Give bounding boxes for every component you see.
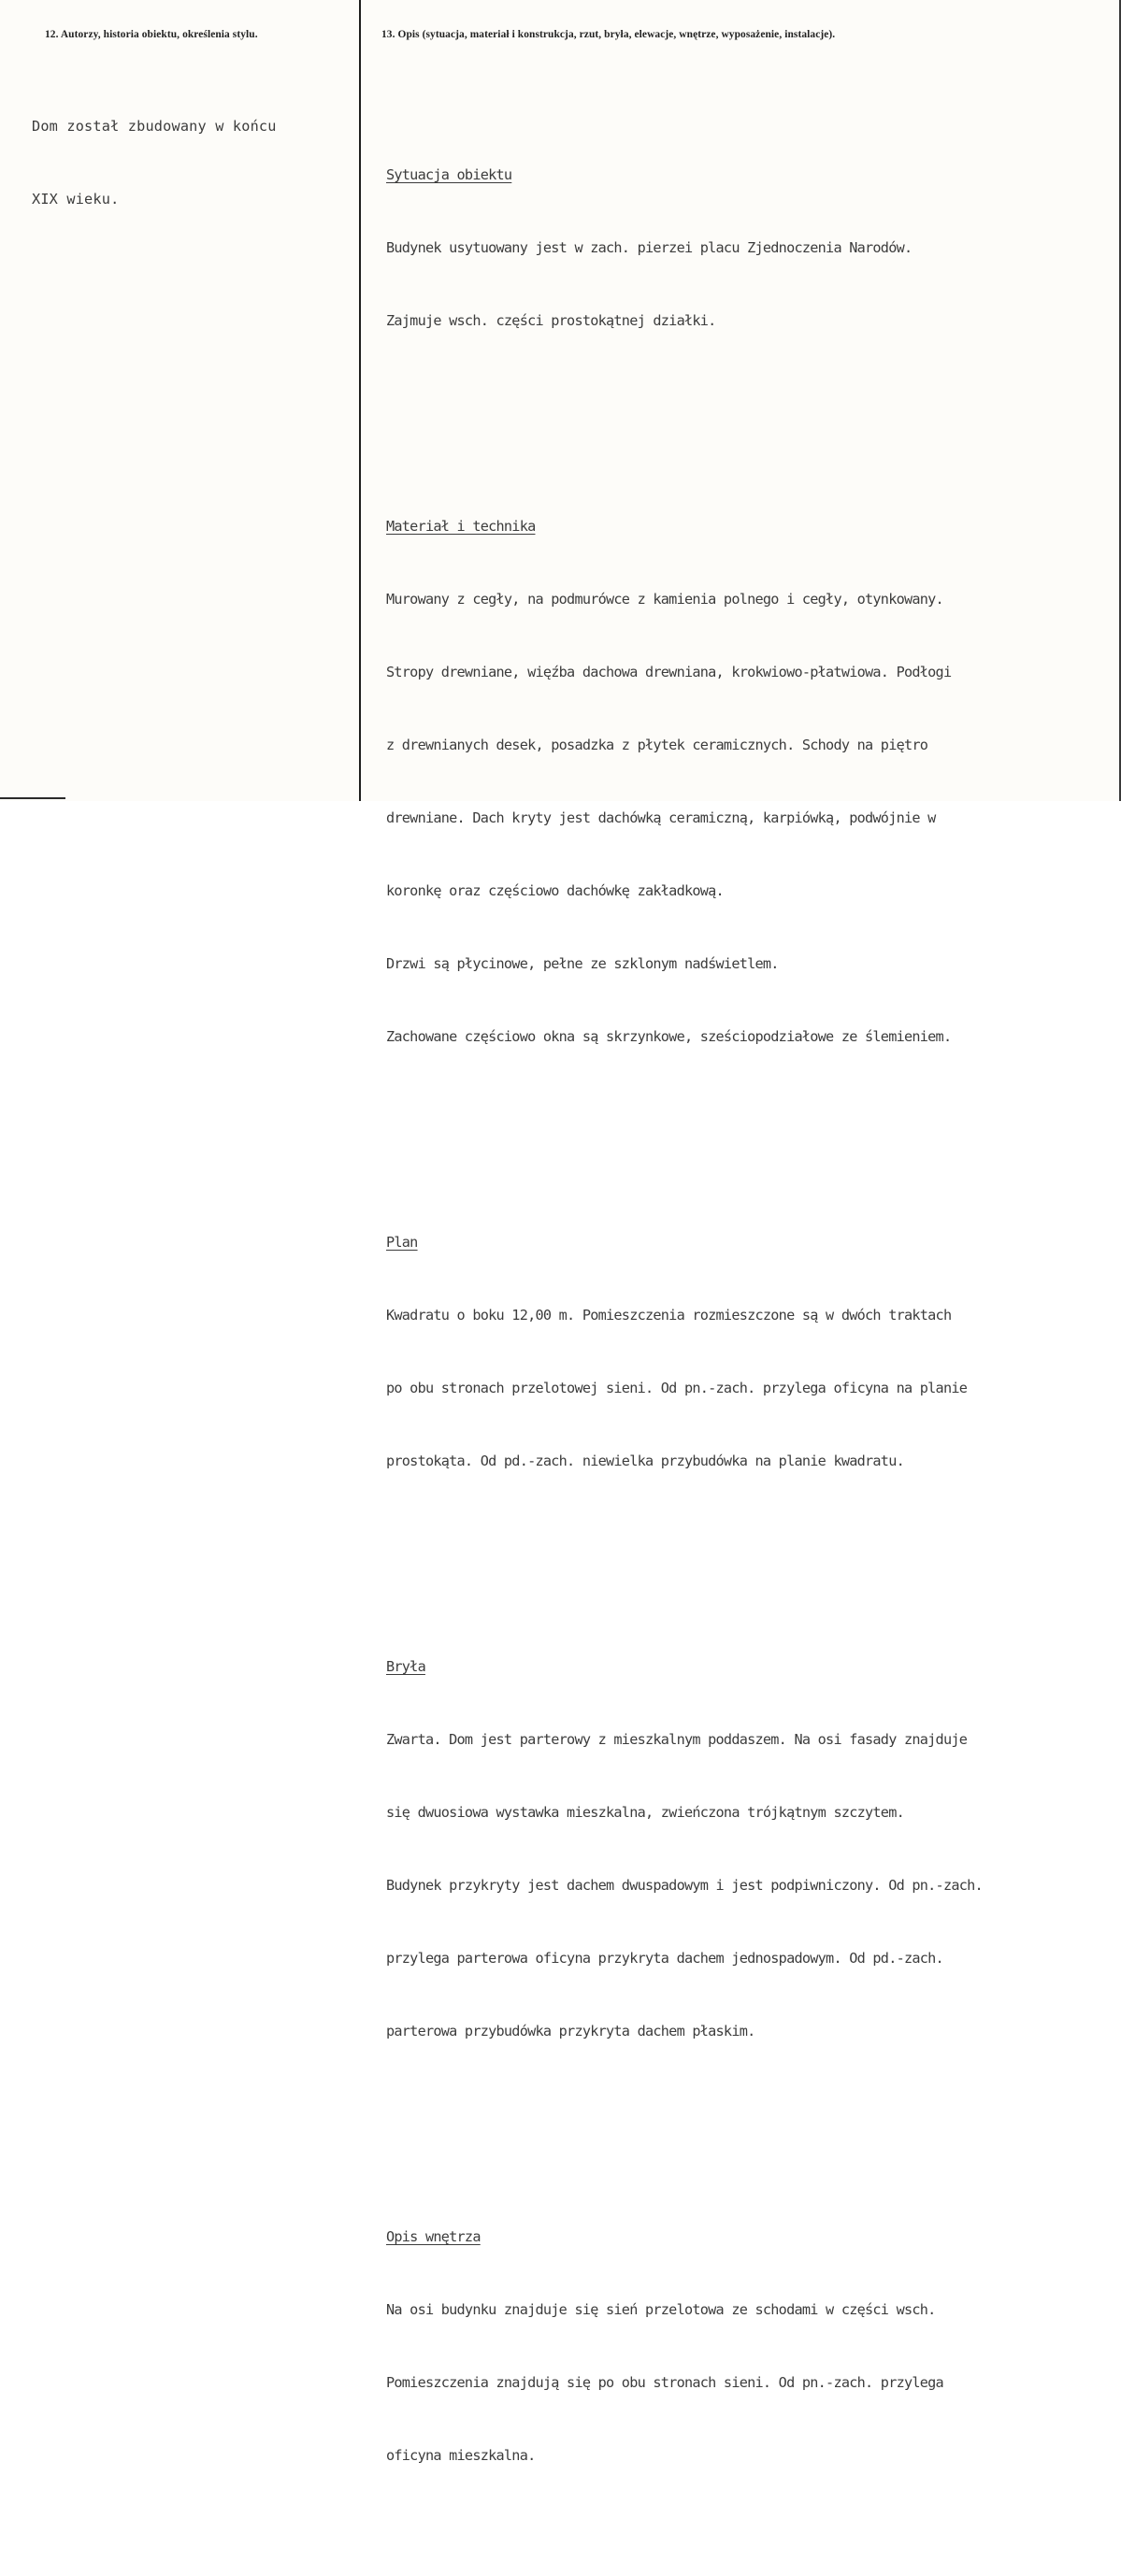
section-interior bbox=[386, 2176, 983, 2516]
section-title: Materiał i technika bbox=[386, 518, 536, 535]
text-line: Drzwi są płycinowe, pełne ze szklonym nadświetlem. bbox=[386, 955, 779, 972]
text-line: koronkę oraz częściowo dachówkę zakładkową. bbox=[386, 882, 724, 899]
text-line: Stropy drewniane, więźba dachowa drewniana, krokwiowo-płatwiowa. Podłogi bbox=[386, 664, 952, 680]
text-line: Na osi budynku znajduje się sień przelotowa ze schodami w części wsch. bbox=[386, 2301, 936, 2318]
text-line: Zachowane częściowo okna są skrzynkowe, sześciopodziałowe ze ślemieniem. bbox=[386, 1028, 952, 1045]
section-material bbox=[386, 465, 983, 1097]
text-line: oficyna mieszkalna. bbox=[386, 2447, 536, 2464]
section-title: Bryła bbox=[386, 1658, 425, 1675]
text-line: Dom został zbudowany w końcu bbox=[32, 118, 277, 135]
text-line: się dwuosiowa wystawka mieszkalna, zwieńczona trójkątnym szczytem. bbox=[386, 1804, 904, 1821]
text-line: Kwadratu o boku 12,00 m. Pomieszczenia rozmieszczone są w dwóch traktach bbox=[386, 1307, 952, 1324]
description-text bbox=[386, 65, 983, 2576]
text-line: Zwarta. Dom jest parterowy z mieszkalnym poddaszem. Na osi fasady znajduje bbox=[386, 1731, 968, 1748]
bottom-rule bbox=[0, 797, 65, 799]
text-line: z drewnianych desek, posadzka z płytek ceramicznych. Schody na piętro bbox=[386, 737, 928, 753]
text-line: przylega parterowa oficyna przykryta dachem jednospadowym. Od pd.-zach. bbox=[386, 1950, 943, 1967]
text-line: Budynek usytuowany jest w zach. pierzei placu Zjednoczenia Narodów. bbox=[386, 239, 913, 256]
section-situation bbox=[386, 114, 983, 381]
text-line: parterowa przybudówka przykryta dachem płaskim. bbox=[386, 2023, 755, 2039]
heading-authors-history: 12. Autorzy, historia obiektu, określenia stylu. bbox=[45, 29, 258, 40]
text-line: drewniane. Dach kryty jest dachówką ceramiczną, karpiówką, podwójnie w bbox=[386, 809, 936, 826]
text-line: Murowany z cegły, na podmurówce z kamienia polnego i cegły, otynkowany. bbox=[386, 591, 943, 608]
text-line: Pomieszczenia znajdują się po obu stronach sieni. Od pn.-zach. przylega bbox=[386, 2374, 943, 2391]
section-title: Sytuacja obiektu bbox=[386, 166, 512, 183]
section-title: Plan bbox=[386, 1234, 418, 1251]
text-line: Zajmuje wsch. części prostokątnej działki. bbox=[386, 312, 716, 329]
text-line: Budynek przykryty jest dachem dwuspadowym i jest podpiwniczony. Od pn.-zach. bbox=[386, 1877, 983, 1894]
column-divider bbox=[359, 0, 361, 801]
heading-description: 13. Opis (sytuacja, materiał i konstrukcja, rzut, bryła, elewacje, wnętrze, wyposażenie, instalacje). bbox=[381, 29, 836, 40]
text-line: prostokąta. Od pd.-zach. niewielka przybudówka na planie kwadratu. bbox=[386, 1453, 904, 1469]
text-line: XIX wieku. bbox=[32, 191, 120, 208]
section-plan bbox=[386, 1181, 983, 1522]
text-line: po obu stronach przelotowej sieni. Od pn.-zach. przylega oficyna na planie bbox=[386, 1380, 968, 1396]
authors-history-text bbox=[32, 65, 277, 260]
section-massing bbox=[386, 1606, 983, 2092]
section-title: Opis wnętrza bbox=[386, 2228, 481, 2245]
